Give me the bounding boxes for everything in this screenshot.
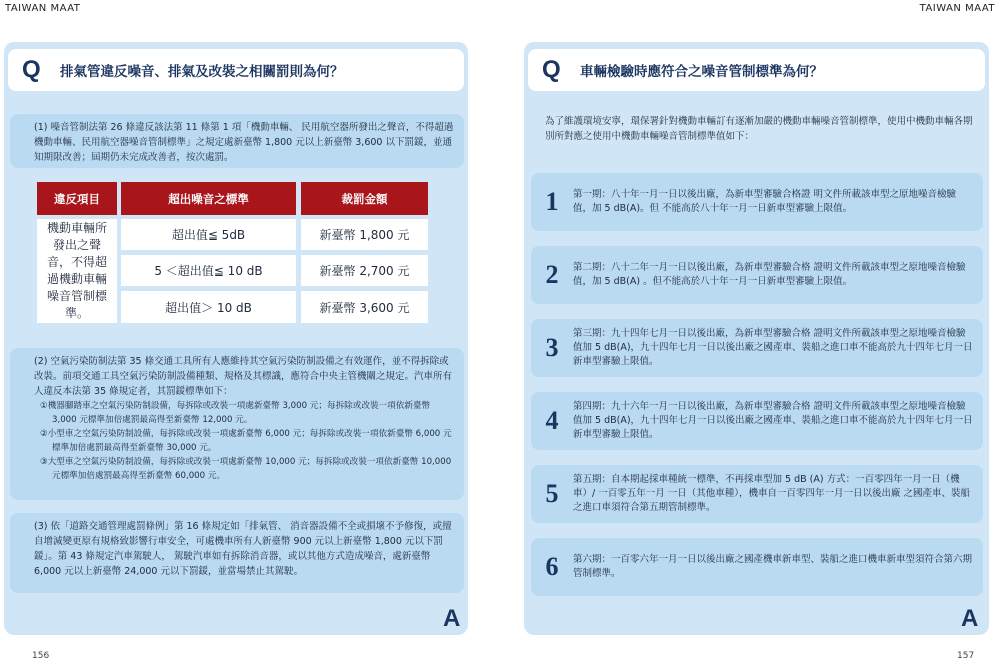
- stage-text: 第四期：九十六年一月一日以後出廠，為新車型審驗合格 證明文件所載該車型之原地噪音檢驗值加 5 dB(A)，九十四年七月一日以後出廠之國產車、裝船之進口車不能高於九十四年七月一日新車型審驗上限值。: [573, 401, 973, 440]
- a-mark: A: [961, 605, 979, 632]
- question-bar: [8, 49, 464, 91]
- table-cell-range: 超出值＞ 10 dB: [121, 291, 296, 323]
- table-cell-fine: 新臺幣 1,800 元: [301, 219, 428, 250]
- stage-number: 1: [545, 187, 559, 216]
- paragraph-traffic-law: [10, 513, 464, 593]
- paragraph-noise-law: [10, 114, 464, 168]
- stage-number: 4: [545, 406, 559, 435]
- left-page-panel: [4, 42, 468, 635]
- stage-number: 3: [545, 333, 559, 362]
- stage-number: 5: [545, 479, 559, 508]
- penalty-item: ②小型車之空氣污染防制設備，每拆除或改裝一項處新臺幣 6,000 元；每拆除或改裝一項依新臺幣 6,000 元標準加倍處罰最高得至新臺幣 30,000 元。: [40, 429, 452, 453]
- table-cell-violation: 機動車輛所發出之聲音，不得超過機動車輛噪音管制標準。: [37, 219, 117, 323]
- a-mark: A: [443, 605, 461, 632]
- stage-text: 第六期：一百零六年一月一日以後出廠之國產機車新車型、裝船之進口機車新車型須符合第六期管制標準。: [573, 554, 973, 579]
- stage-text: 第一期：八十年一月一日以後出廠，為新車型審驗合格證 明文件所載該車型之原地噪音檢驗值，加 5 dB(A)。但 不能高於八十年一月一日新車型審驗上限值。: [573, 189, 957, 214]
- running-header-right: TAIWAN MAAT: [919, 3, 995, 14]
- stage-text: 第五期：自本期起採車種統一標準，不再採車型加 5 dB (A) 方式：一百零四年一月一日（機車）/ 一百零五年一月 一日（其他車種），機車自一百零四年一月一日以後出廠 之國產車、裝船之進口車須符合第五期管制標準。: [573, 474, 971, 513]
- stage-text: 第二期：八十二年一月一日以後出廠，為新車型審驗合格 證明文件所載該車型之原地噪音檢驗值，加 5 dB(A) 。但不能高於八十年一月一日新車型審驗上限值。: [573, 262, 966, 287]
- penalty-item: ①機器腳踏車之空氣污染防制設備，每拆除或改裝一項處新臺幣 3,000 元；每拆除或改裝一項依新臺幣 3,000 元標準加倍處罰最高得至新臺幣 12,000 元。: [40, 401, 431, 425]
- intro-text: 為了維護環境安寧，環保署針對機動車輛訂有逐漸加嚴的機動車輛噪音管制標準，使用中機動車輛各期別所對應之使用中機動車輛噪音管制標準值如下：: [545, 116, 973, 142]
- table-cell-range: 5 ＜超出值≦ 10 dB: [121, 255, 296, 286]
- table-header-violation: 違反項目: [37, 182, 117, 215]
- stage-card: [531, 465, 983, 523]
- question-bar: [528, 49, 985, 91]
- question-title: 車輛檢驗時應符合之噪音管制標準為何？: [580, 64, 823, 80]
- q-mark: Q: [22, 56, 41, 83]
- penalty-item: ③大型車之空氣污染防制設備，每拆除或改裝一項處新臺幣 10,000 元；每拆除或改裝一項依新臺幣 10,000 元標準加倍處罰最高得至新臺幣 60,000 元。: [40, 457, 452, 481]
- q-mark: Q: [542, 56, 561, 83]
- paragraph-text: (1) 噪音管制法第 26 條違反該法第 11 條第 1 項「機動車輛、 民用航空器所發出之聲音，不得超過機動車輛、民用航空器噪音管制標準」之規定處新臺幣 1,800 元以上新臺幣 3,600 以下罰鍰，並通知期限改善；屆期仍未完成改善者，按次處罰。: [34, 122, 454, 163]
- stage-card: [531, 538, 983, 596]
- stage-text: 第三期：九十四年七月一日以後出廠，為新車型審驗合格 證明文件所載該車型之原地噪音檢驗值加 5 dB(A)，九十四年七月一日以後出廠之國產車、裝船之進口車不能高於九十四年七月一日新車型審驗上限值。: [573, 328, 973, 367]
- table-cell-fine: 新臺幣 3,600 元: [301, 291, 428, 323]
- stage-number: 2: [545, 260, 559, 289]
- stage-number: 6: [545, 552, 559, 581]
- stage-card: [531, 392, 983, 450]
- table-header-standard: 超出噪音之標準: [121, 182, 296, 215]
- paragraph-text: (3) 依「道路交通管理處罰條例」第 16 條規定如「排氣管、 消音器設備不全或損壞不予修復，或擅自增減變更原有規格致影響行車安全，可處機車所有人新臺幣 900 元以上新臺幣 1,800 元以下罰鍰」。第 43 條規定汽車駕駛人， 駕駛汽車如有拆除消音器，或以其他方式造成噪音，處新臺幣 6,000 元以上新臺幣 24,000 元以下罰鍰，並當場禁止其駕駛。: [34, 521, 452, 577]
- question-title: 排氣管違反噪音、排氣及改裝之相關罰則為何？: [60, 64, 344, 80]
- table-cell-range: 超出值≦ 5dB: [121, 219, 296, 250]
- paragraph-text: (2) 空氣污染防制法第 35 條交通工具所有人應維持其空氣污染防制設備之有效運作，並不得拆除或改裝。前項交通工具空氣污染防制設備種類、規格及其標識，應符合中央主管機關之規定。汽車所有人違反本法第 35 條規定者，其罰鍰標準如下：: [34, 356, 453, 397]
- stage-card: [531, 319, 983, 377]
- page-number-right: 157: [957, 651, 975, 661]
- table-cell-fine: 新臺幣 2,700 元: [301, 255, 428, 286]
- paragraph-air-pollution-law: [10, 348, 464, 500]
- stage-card: [531, 246, 983, 304]
- stage-card: [531, 173, 983, 231]
- table-header-fine: 裁罰金額: [301, 182, 428, 215]
- page-number-left: 156: [32, 651, 50, 661]
- running-header-left: TAIWAN MAAT: [5, 3, 81, 14]
